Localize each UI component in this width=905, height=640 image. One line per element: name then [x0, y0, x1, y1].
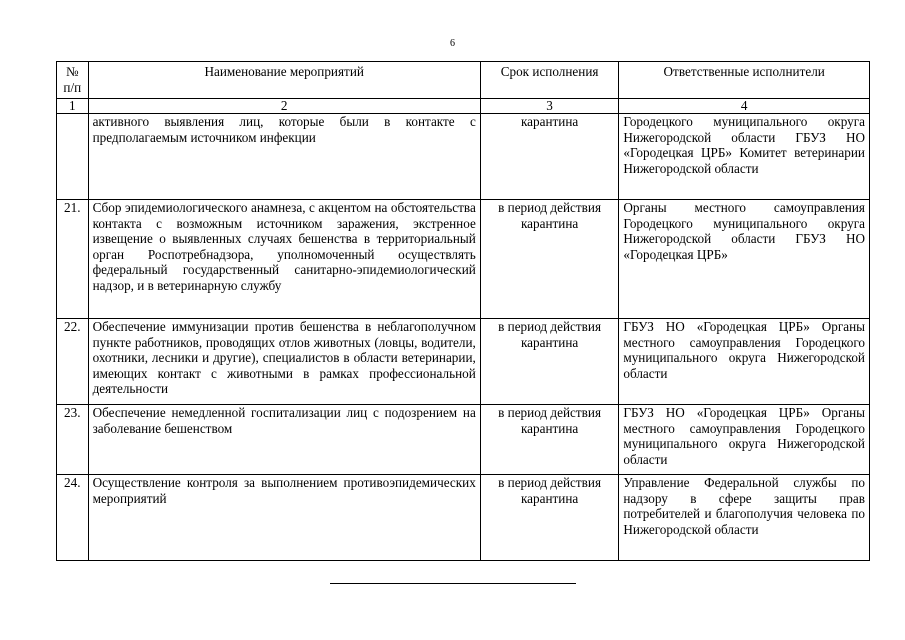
table-row — [57, 114, 870, 200]
column-index: 4 — [619, 99, 870, 114]
measure-executors: ГБУЗ НО «Городецкая ЦРБ» Органы местного самоуправления Городецкого муниципального округа Нижегородской области — [619, 405, 870, 475]
measures-table — [56, 61, 870, 561]
measure-name: Обеспечение иммунизации против бешенства в неблагополучном пункте работников, проводящих отлов животных (ловцы, водители, охотники, лесники и другие), специалистов в области ветеринарии, имеющих контакт с животными в рамках профессиональной деятельности — [88, 319, 480, 405]
table-row — [57, 405, 870, 475]
row-number: 22. — [57, 319, 89, 405]
table-row — [57, 200, 870, 319]
page-number: 6 — [450, 38, 455, 49]
measure-executors: Управление Федеральной службы по надзору в сфере защиты прав потребителей и благополучия человека по Нижегородской области — [619, 475, 870, 561]
measure-term: в период действия карантина — [480, 475, 619, 561]
measure-term: в период действия карантина — [480, 405, 619, 475]
measure-executors: Органы местного самоуправления Городецкого муниципального округа Нижегородской области ГБУЗ НО «Городецкая ЦРБ» — [619, 200, 870, 319]
measure-name: активного выявления лиц, которые были в контакте с предполагаемым источником инфекции — [88, 114, 480, 200]
measure-term: карантина — [480, 114, 619, 200]
header-exec: Ответственные исполнители — [619, 62, 870, 99]
row-number — [57, 114, 89, 200]
measure-executors: Городецкого муниципального округа Нижегородской области ГБУЗ НО «Городецкая ЦРБ» Комитет ветеринарии Нижегородской области — [619, 114, 870, 200]
header-name: Наименование мероприятий — [88, 62, 480, 99]
measure-name: Осуществление контроля за выполнением противоэпидемических мероприятий — [88, 475, 480, 561]
column-index-row — [57, 99, 870, 114]
measure-name: Обеспечение немедленной госпитализации лиц с подозрением на заболевание бешенством — [88, 405, 480, 475]
row-number: 23. — [57, 405, 89, 475]
measure-name: Сбор эпидемиологического анамнеза, с акцентом на обстоятельства контакта с возможным источником заражения, экстренное извещение о выявленных случаях бешенства в территориальный орган Роспотребнадзора, уполномоченный осуществлять федеральный государственный санитарно-эпидемиологический надзор, и в ветеринарную службу — [88, 200, 480, 319]
header-num: № п/п — [57, 62, 89, 99]
measure-term: в период действия карантина — [480, 319, 619, 405]
measure-executors: ГБУЗ НО «Городецкая ЦРБ» Органы местного самоуправления Городецкого муниципального округа Нижегородской области — [619, 319, 870, 405]
column-index: 3 — [480, 99, 619, 114]
header-term: Срок исполнения — [480, 62, 619, 99]
table-header-row — [57, 62, 870, 99]
row-number: 24. — [57, 475, 89, 561]
table-row — [57, 319, 870, 405]
measure-term: в период действия карантина — [480, 200, 619, 319]
table-row — [57, 475, 870, 561]
column-index: 2 — [88, 99, 480, 114]
column-index: 1 — [57, 99, 89, 114]
row-number: 21. — [57, 200, 89, 319]
footer-divider — [330, 583, 576, 584]
